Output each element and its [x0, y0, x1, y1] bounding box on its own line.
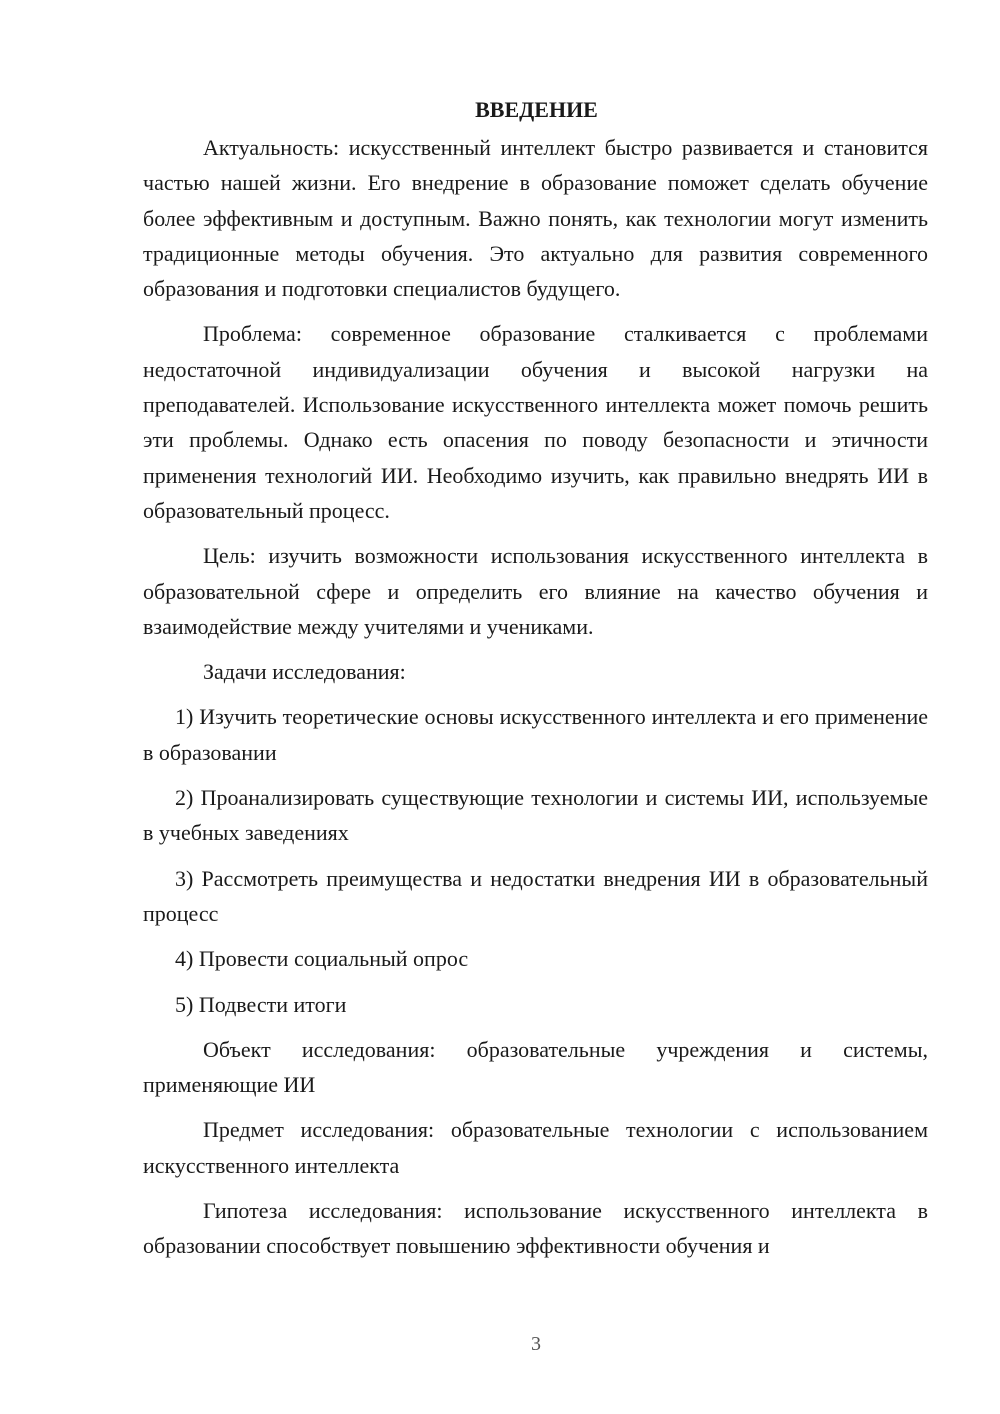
tasks-heading: Задачи исследования:	[203, 659, 406, 685]
page-number: 3	[531, 1333, 541, 1355]
object-paragraph: Объект исследования: образовательные учреждения и системы, применяющие ИИ	[143, 1036, 928, 1098]
task-item-3: 3) Рассмотреть преимущества и недостатки внедрения ИИ в образовательный процесс	[143, 865, 928, 926]
subject-paragraph: Предмет исследования: образовательные технологии с использованием искусственного интеллекта	[143, 1117, 928, 1178]
relevance-paragraph: Актуальность: искусственный интеллект быстро развивается и становится частью нашей жизни. Его внедрение в образование поможет сделать обучение более эффективным и доступным. Важно понять, как технологии могут изменить традиционные методы обучения. Это актуально для развития современного образования и подготовки специалистов будущего.	[143, 135, 928, 302]
hypothesis-paragraph: Гипотеза исследования: использование искусственного интеллекта в образовании способствует повышению эффективности обучения и	[143, 1198, 928, 1259]
task-item-2: 2) Проанализировать существующие технологии и системы ИИ, используемые в учебных заведениях	[143, 785, 928, 846]
problem-paragraph: Проблема: современное образование сталкивается с проблемами недостаточной индивидуализации обучения и высокой нагрузки на преподавателей. Использование искусственного интеллекта может помочь решить эти проблемы. Однако есть опасения по поводу безопасности и этичности применения технологий ИИ. Необходимо изучить, как правильно внедрять ИИ в образовательный процесс.	[143, 321, 928, 523]
task-item-4: 4) Провести социальный опрос	[175, 946, 469, 972]
page-title: ВВЕДЕНИЕ	[475, 97, 598, 122]
task-item-1: 1) Изучить теоретические основы искусственного интеллекта и его применение в образовании	[143, 704, 928, 765]
document-page	[143, 92, 928, 1274]
task-item-5: 5) Подвести итоги	[175, 991, 347, 1017]
goal-paragraph: Цель: изучить возможности использования искусственного интеллекта в образовательной сфере и определить его влияние на качество обучения и взаимодействие между учителями и учениками.	[143, 543, 928, 639]
